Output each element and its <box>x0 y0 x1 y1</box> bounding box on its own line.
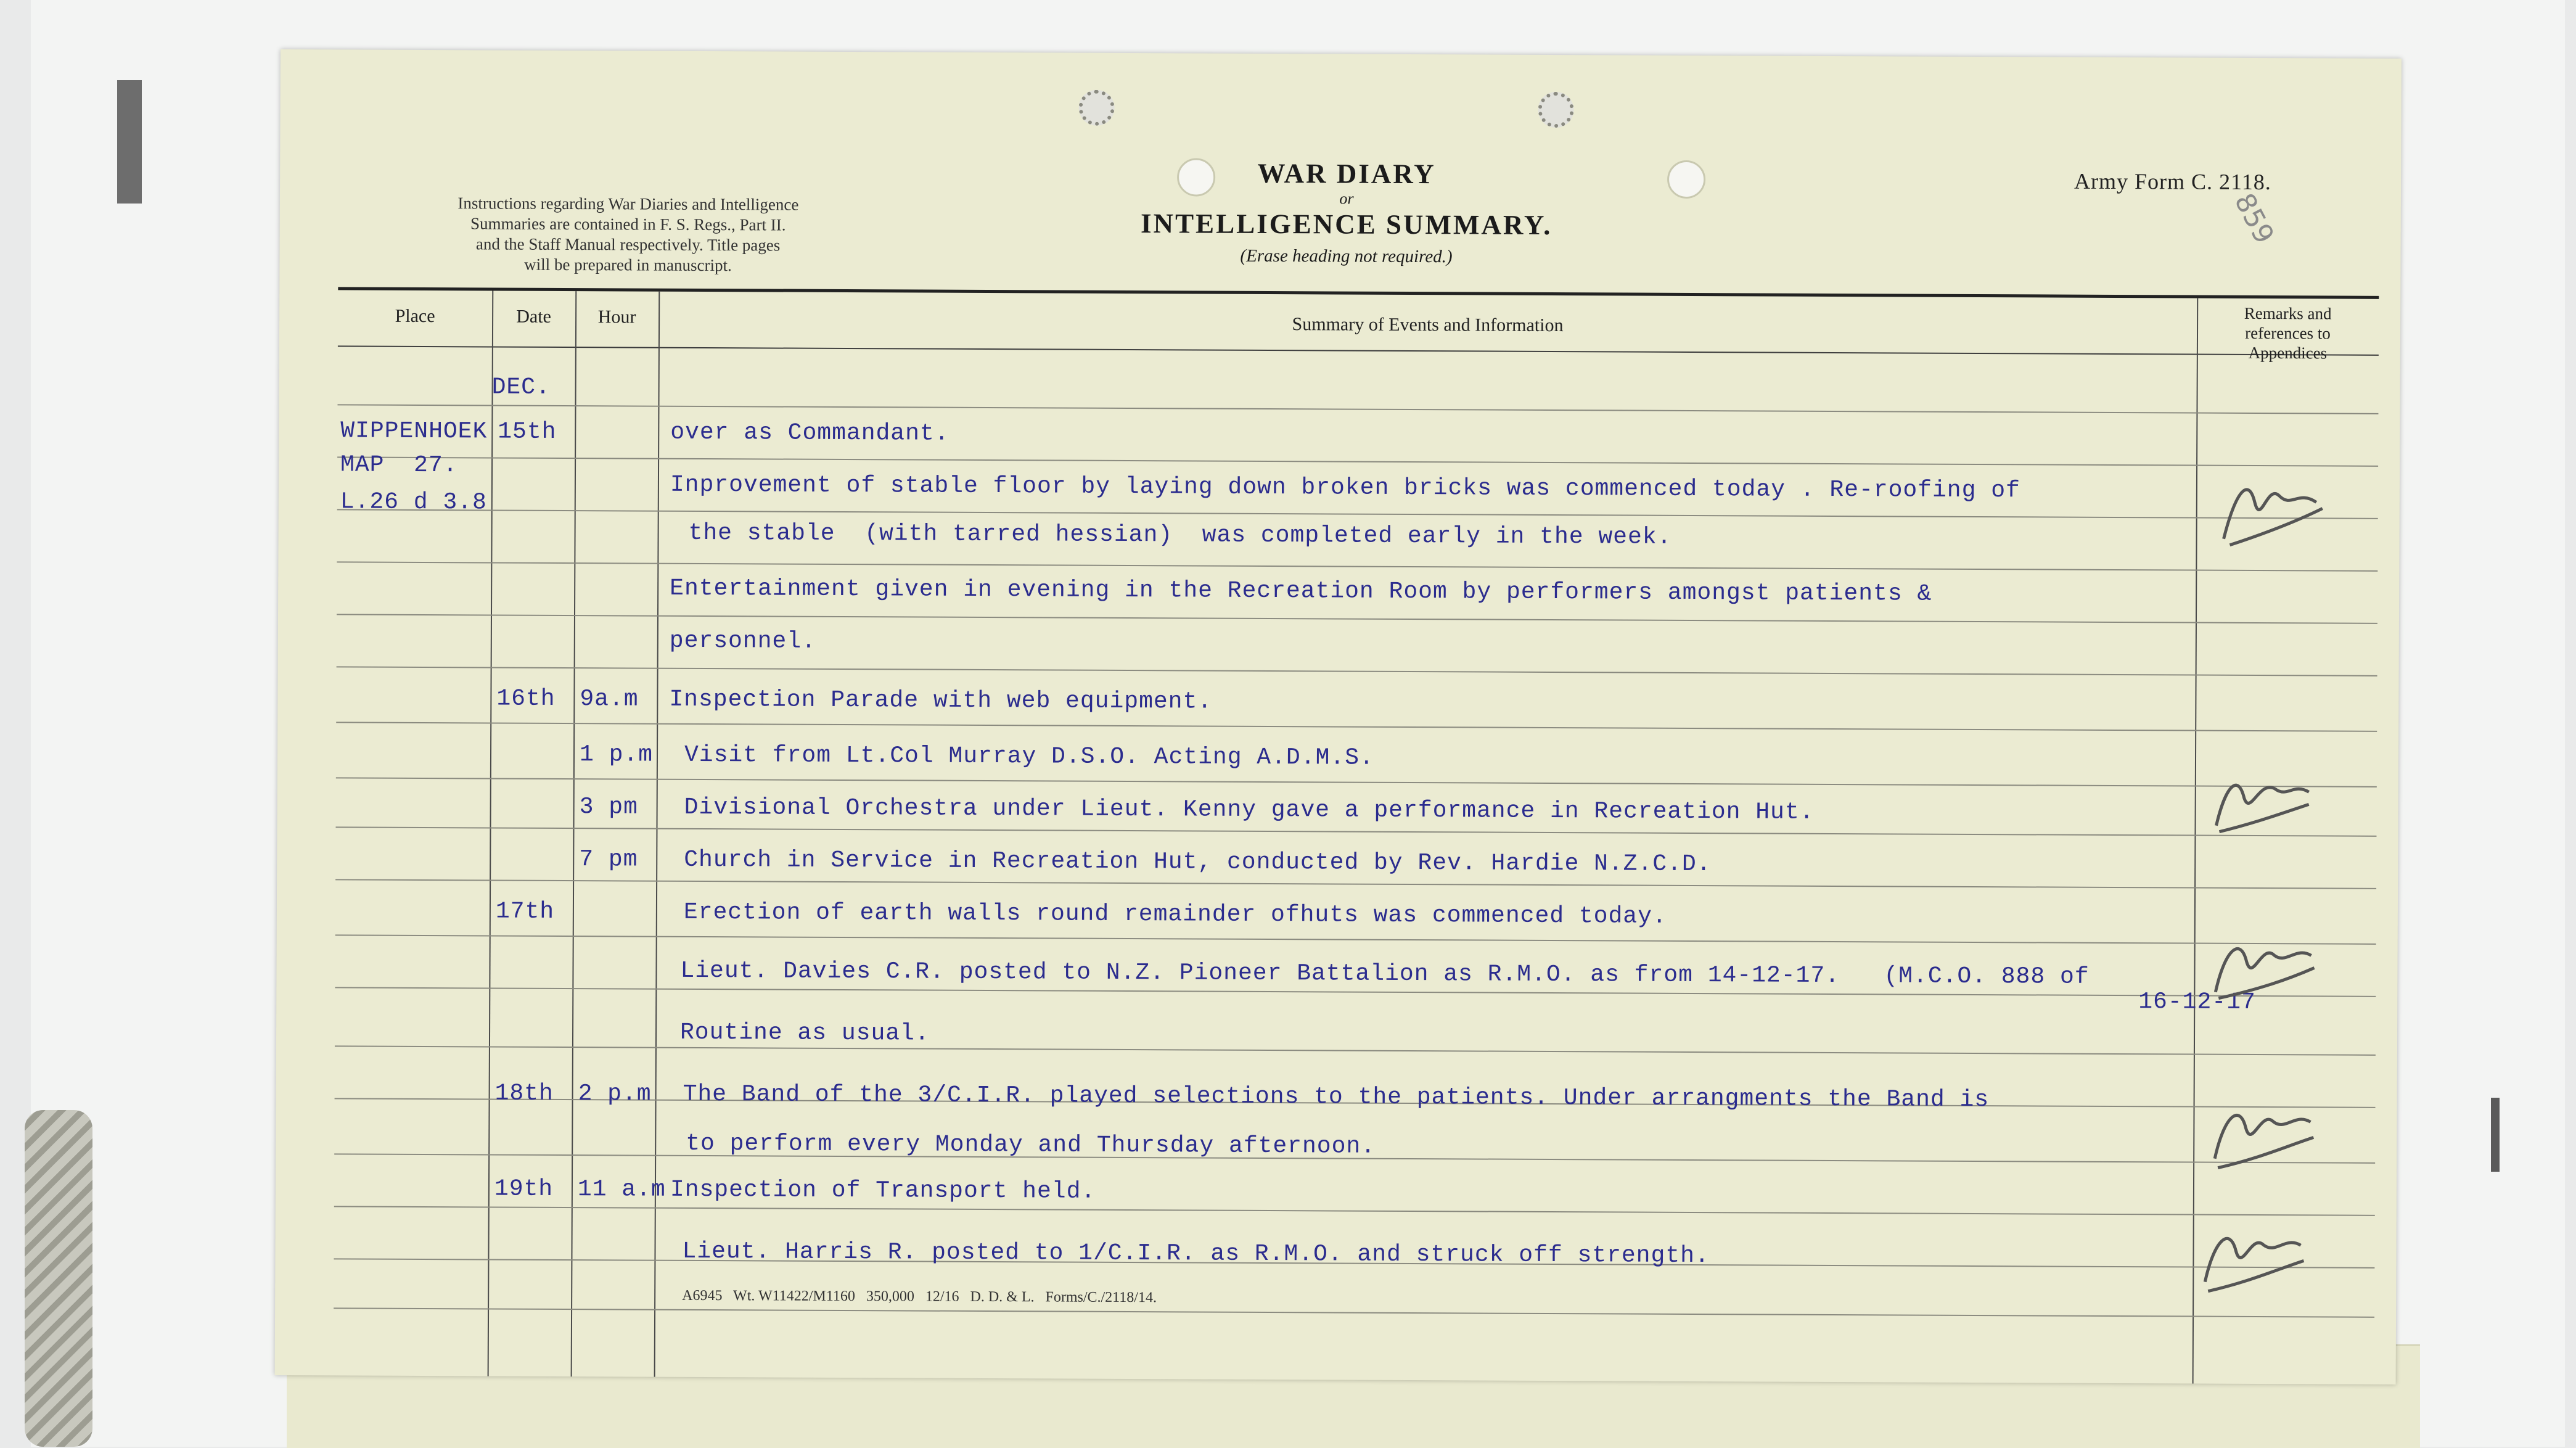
ruled-line <box>337 614 2377 623</box>
initials-icon <box>2201 755 2318 848</box>
column-header-hour: Hour <box>597 306 636 327</box>
ruled-line <box>337 404 2378 414</box>
instructions-note <box>387 193 869 276</box>
entry-text: over as Commandant. <box>670 419 950 447</box>
place-month: DEC. <box>491 374 551 401</box>
initials-icon <box>2202 1088 2320 1181</box>
ruled-line <box>335 1045 2376 1055</box>
entry-hour: 3 pm <box>579 794 638 821</box>
instructions-line: Summaries are contained in F. S. Regs., Part II. <box>470 214 786 234</box>
place-grid-reference: L.26 d 3.8 <box>340 488 487 516</box>
column-header-summary: Summary of Events and Information <box>1292 314 1564 336</box>
ruled-line <box>336 777 2377 787</box>
entry-hour: 7 pm <box>579 846 638 873</box>
entry-text: 16-12-17 <box>2138 989 2256 1016</box>
entry-hour: 2 p.m <box>578 1080 652 1108</box>
ruled-line <box>335 826 2376 836</box>
title-intelligence-summary: INTELLIGENCE SUMMARY. <box>1140 208 1553 241</box>
page-stamp: 859 <box>2228 188 2280 249</box>
remarks-header-line: references to <box>2245 323 2331 343</box>
punch-hole <box>1667 160 1705 199</box>
ruled-line <box>334 1307 2374 1317</box>
instructions-line: Instructions regarding War Diaries and Intelligence <box>457 194 799 214</box>
instructions-line: will be prepared in manuscript. <box>524 255 732 275</box>
entry-date: 17th <box>495 898 555 925</box>
entry-date: 19th <box>494 1175 554 1203</box>
form-title <box>1093 157 1599 268</box>
instructions-line: and the Staff Manual respectively. Title pages <box>475 234 781 255</box>
column-header-date: Date <box>516 306 551 327</box>
entry-text: Divisional Orchestra under Lieut. Kenny gave a performance in Recreation Hut. <box>684 794 1815 826</box>
initials-icon <box>2211 465 2329 558</box>
remarks-header-line: Remarks and <box>2244 303 2332 323</box>
pencil-mark <box>117 80 142 204</box>
printer-imprint: A6945 Wt. W11422/M1160 350,000 12/16 D. D. & L. Forms/C./2118/14. <box>682 1287 1157 1306</box>
entry-text: Inspection of Transport held. <box>670 1176 1096 1205</box>
punch-hole <box>1078 90 1114 126</box>
entry-text: Lieut. Harris R. posted to 1/C.I.R. as R.M.O. and struck off strength. <box>682 1238 1710 1270</box>
ruled-line <box>335 879 2376 889</box>
ruled-line <box>337 456 2378 466</box>
entry-text: The Band of the 3/C.I.R. played selections to the patients. Under arrangments the Band is <box>683 1080 1990 1114</box>
erase-note: (Erase heading not required.) <box>1240 245 1453 267</box>
entry-text: Routine as usual. <box>679 1019 930 1047</box>
army-form-number: Army Form C. 2118. <box>2074 168 2271 195</box>
war-diary-page <box>275 49 2402 1384</box>
ruled-line <box>337 666 2377 676</box>
column-header-rule <box>338 345 2379 355</box>
entry-text: Visit from Lt.Col Murray D.S.O. Acting A.D.M.S. <box>684 741 1374 771</box>
ruled-line <box>337 509 2378 519</box>
entry-date: 16th <box>496 685 556 712</box>
pencil-mark <box>2491 1098 2500 1172</box>
title-war-diary: WAR DIARY <box>1257 157 1436 190</box>
ruled-line <box>335 934 2376 944</box>
entry-text: Lieut. Davies C.R. posted to N.Z. Pioneer Battalion as R.M.O. as from 14-12-17. (M.C.O. 888 of <box>680 957 2090 990</box>
ruled-line <box>337 561 2377 571</box>
initials-icon <box>2203 921 2321 1014</box>
initials-icon <box>2192 1211 2310 1304</box>
entry-text: the stable (with tarred hessian) was completed early in the week. <box>688 519 1672 551</box>
column-divider <box>571 291 577 1376</box>
binding-ribbon <box>25 1110 92 1447</box>
remarks-header-line: Appendices <box>2248 343 2328 363</box>
entry-text: Church in Service in Recreation Hut, conducted by Rev. Hardie N.Z.C.D. <box>684 846 1712 878</box>
entry-text: Inspection Parade with web equipment. <box>669 686 1213 715</box>
entry-text: Inprovement of stable floor by laying down broken bricks was commenced today . Re-roofing of <box>670 471 2020 504</box>
punch-hole <box>1538 92 1573 128</box>
entry-hour: 1 p.m <box>579 741 654 768</box>
entry-text: to perform every Monday and Thursday afternoon. <box>686 1130 1376 1160</box>
entry-text: Erection of earth walls round remainder ofhuts was commenced today. <box>683 899 1667 930</box>
title-or: or <box>1339 189 1354 208</box>
place-location: WIPPENHOEK <box>340 418 488 445</box>
column-divider <box>488 291 494 1376</box>
place-map: MAP 27. <box>340 451 458 479</box>
entry-text: Entertainment given in evening in the Recreation Room by performers amongst patients & <box>670 575 1932 607</box>
entry-hour: 9a.m <box>580 686 639 713</box>
entry-date: 18th <box>494 1080 554 1107</box>
entry-date: 15th <box>498 418 557 445</box>
ruled-line <box>334 1206 2375 1216</box>
column-header-place: Place <box>395 305 435 327</box>
entry-hour: 11 a.m <box>577 1176 666 1203</box>
column-divider <box>654 292 660 1377</box>
entry-text: personnel. <box>669 627 816 655</box>
ruled-line <box>336 722 2377 731</box>
header-rule <box>338 287 2379 298</box>
column-header-remarks <box>2197 303 2379 363</box>
